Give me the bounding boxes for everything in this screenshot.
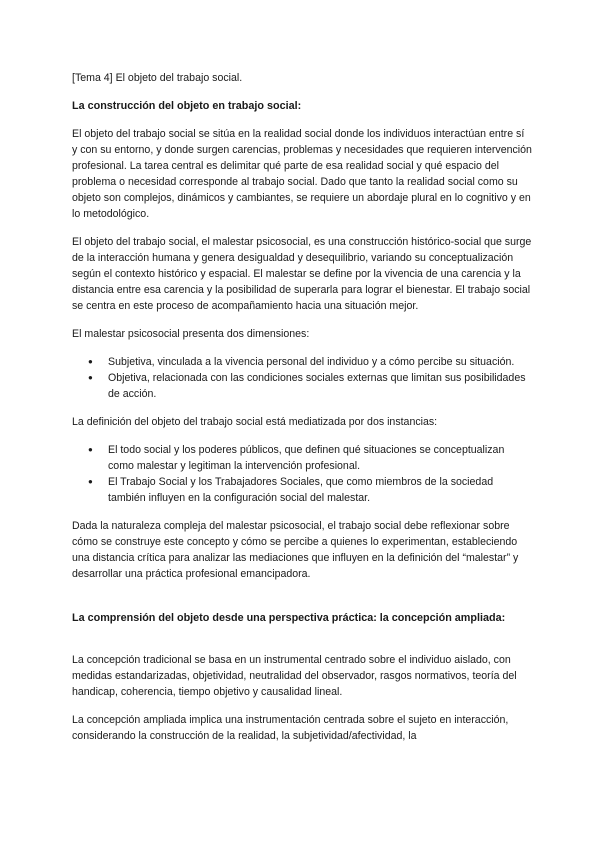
paragraph: El malestar psicosocial presenta dos dimensiones: [72, 328, 310, 340]
list-item-text: El Trabajo Social y los Trabajadores Sociales, que como miembros de la sociedad también influyen en la configuración social del malestar. [108, 476, 494, 504]
bullet-icon: ● [88, 445, 93, 454]
section-title-construccion: La construcción del objeto en trabajo social: [72, 100, 302, 112]
list-item-text: El todo social y los poderes públicos, que definen qué situaciones se conceptualizan como malestar y legitiman la intervención profesional. [108, 444, 505, 472]
section-title-comprension: La comprensión del objeto desde una perspectiva práctica: la concepción ampliada: [72, 612, 506, 624]
bullet-icon: ● [88, 357, 93, 366]
bullet-icon: ● [88, 477, 93, 486]
list-item [72, 442, 532, 474]
list-item-text: Objetiva, relacionada con las condiciones sociales externas que limitan sus posibilidades de acción. [108, 372, 526, 400]
paragraph: La concepción tradicional se basa en un instrumental centrado sobre el individuo aislado, con medidas estandarizadas, objetividad, neutralidad del observador, rasgos normativos, teoría del handicap, coherencia, tiempo objetivo y causalidad lineal. [72, 654, 517, 698]
paragraph: La definición del objeto del trabajo social está mediatizada por dos instancias: [72, 416, 438, 428]
paragraph: El objeto del trabajo social, el malestar psicosocial, es una construcción histórico-social que surge de la interacción humana y genera desigualdad y desequilibrio, variando su conceptualización según el contexto histórico y espacial. El malestar se define por la vivencia de una carencia y la distancia entre esa carencia y la posibilidad de superarla para lograr el bienestar. El trabajo social se centra en este proceso de acompañamiento hacia una situación mejor. [72, 236, 532, 312]
paragraph: Dada la naturaleza compleja del malestar psicosocial, el trabajo social debe reflexionar sobre cómo se construye este concepto y cómo se percibe a quienes lo experimentan, estableciendo una distancia crítica para analizar las mediaciones que influyen en la definición del “malestar” y desarrollar una práctica profesional emancipadora. [72, 520, 519, 580]
paragraph: El objeto del trabajo social se sitúa en la realidad social donde los individuos interactúan entre sí y con su entorno, y donde surgen carencias, problemas y necesidades que requieren intervención profesional. La tarea central es delimitar qué parte de esa realidad social y qué espacio del problema o necesidad corresponde al trabajo social. Dado que tanto la realidad social como su objeto son complejos, dinámicos y cambiantes, se requiere un abordaje plural en lo cognitivo y en lo metodológico. [72, 128, 532, 220]
list-item [72, 474, 532, 506]
dimensions-list [72, 354, 532, 402]
paragraph: La concepción ampliada implica una instrumentación centrada sobre el sujeto en interacción, considerando la construcción de la realidad, la subjetividad/afectividad, la [72, 714, 509, 742]
bullet-icon: ● [88, 373, 93, 382]
document-page [72, 70, 532, 756]
topic-heading-line: [Tema 4] El objeto del trabajo social. [72, 72, 243, 84]
list-item [72, 370, 532, 402]
list-item [72, 354, 532, 370]
list-item-text: Subjetiva, vinculada a la vivencia personal del individuo y a cómo percibe su situación. [108, 356, 515, 368]
instances-list [72, 442, 532, 506]
